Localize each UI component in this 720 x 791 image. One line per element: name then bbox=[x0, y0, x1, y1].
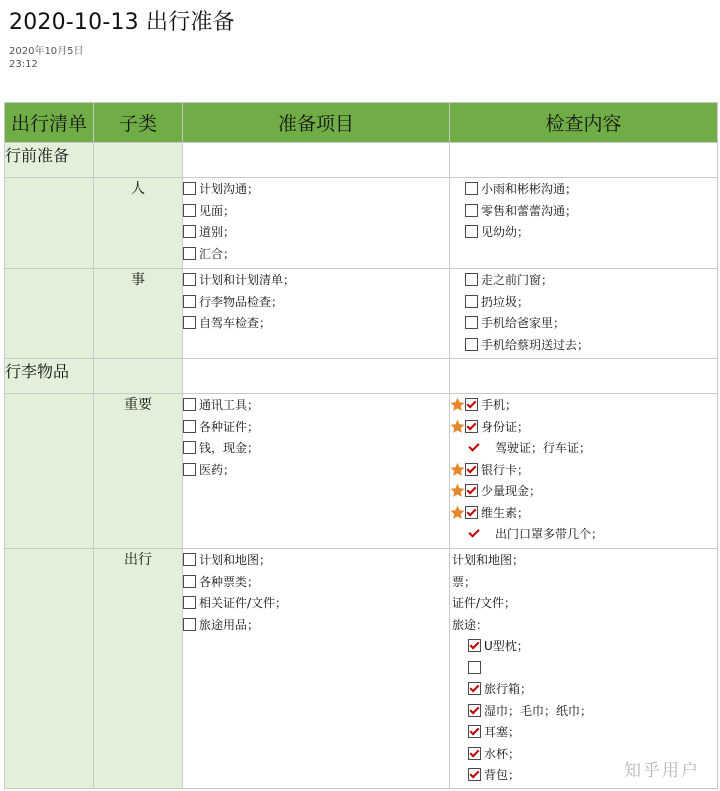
page-title: 2020-10-13 出行准备 bbox=[9, 10, 235, 35]
table-header-row bbox=[5, 103, 718, 143]
check-item bbox=[450, 721, 717, 743]
item-label: 手机给爸家里； bbox=[481, 316, 566, 331]
item-label: 自驾车检查； bbox=[199, 316, 272, 331]
check-item bbox=[450, 437, 717, 459]
checked-checkbox[interactable] bbox=[465, 463, 478, 476]
checkmark-icon[interactable] bbox=[469, 442, 477, 453]
item-label: 各种证件； bbox=[199, 419, 260, 434]
star-icon bbox=[450, 483, 465, 498]
checkbox[interactable] bbox=[183, 618, 196, 631]
item-label: 湿巾；毛巾；纸巾； bbox=[484, 703, 593, 718]
item-label: 医药； bbox=[199, 462, 236, 477]
check-list bbox=[450, 394, 718, 549]
check-list bbox=[450, 178, 718, 269]
item-label: 汇合； bbox=[199, 246, 236, 261]
checkbox[interactable] bbox=[465, 295, 478, 308]
item-label: 相关证件/文件； bbox=[199, 596, 288, 611]
checked-checkbox[interactable] bbox=[465, 506, 478, 519]
check-item bbox=[450, 571, 717, 593]
item-label: 旅途用品； bbox=[199, 617, 260, 632]
checked-checkbox[interactable] bbox=[468, 639, 481, 652]
check-item bbox=[450, 291, 717, 313]
checkbox[interactable] bbox=[183, 575, 196, 588]
check-item bbox=[450, 635, 717, 657]
prep-list bbox=[183, 549, 450, 789]
check-item bbox=[450, 221, 717, 243]
item-label: 见面； bbox=[199, 203, 236, 218]
item-label: 手机； bbox=[481, 398, 518, 413]
item-label: 票； bbox=[452, 574, 477, 589]
item-label: 计划和地图； bbox=[452, 553, 525, 568]
page-date: 2020年10月5日 bbox=[9, 46, 84, 57]
prep-list bbox=[183, 269, 450, 359]
table-row bbox=[5, 178, 718, 269]
prep-item bbox=[183, 269, 449, 291]
checkbox[interactable] bbox=[183, 182, 196, 195]
checked-checkbox[interactable] bbox=[465, 484, 478, 497]
item-label: U型枕； bbox=[484, 639, 529, 654]
checked-checkbox[interactable] bbox=[468, 725, 481, 738]
prep-item bbox=[183, 243, 449, 265]
prep-item bbox=[183, 614, 449, 636]
item-label: 水杯； bbox=[484, 746, 521, 761]
checkbox[interactable] bbox=[183, 463, 196, 476]
item-label: 旅行箱； bbox=[484, 682, 533, 697]
star-icon bbox=[450, 505, 465, 520]
item-label: 背包； bbox=[484, 768, 521, 783]
checkbox[interactable] bbox=[183, 398, 196, 411]
item-label: 小雨和彬彬沟通； bbox=[481, 182, 578, 197]
prep-item bbox=[183, 592, 449, 614]
header-check-content: 检查内容 bbox=[450, 103, 718, 143]
item-label: 计划和地图； bbox=[199, 553, 272, 568]
item-label: 耳塞； bbox=[484, 725, 521, 740]
prep-item bbox=[183, 549, 449, 571]
prep-item bbox=[183, 291, 449, 313]
item-label: 扔垃圾； bbox=[481, 294, 530, 309]
check-item bbox=[450, 657, 717, 679]
item-label: 计划沟通； bbox=[199, 182, 260, 197]
checkbox[interactable] bbox=[183, 441, 196, 454]
item-label: 手机给蔡玥送过去； bbox=[481, 337, 590, 352]
item-label: 维生素； bbox=[481, 505, 530, 520]
checkbox[interactable] bbox=[465, 225, 478, 238]
checked-checkbox[interactable] bbox=[468, 747, 481, 760]
star-icon bbox=[450, 397, 465, 412]
check-item bbox=[450, 394, 717, 416]
checkbox[interactable] bbox=[183, 273, 196, 286]
checkbox[interactable] bbox=[183, 295, 196, 308]
table-row bbox=[5, 549, 718, 789]
item-label: 身份证； bbox=[481, 419, 530, 434]
item-label: 证件/文件； bbox=[452, 596, 517, 611]
prep-item bbox=[183, 459, 449, 481]
check-item bbox=[450, 334, 717, 356]
checked-checkbox[interactable] bbox=[465, 398, 478, 411]
checkbox[interactable] bbox=[183, 553, 196, 566]
prep-item bbox=[183, 571, 449, 593]
prep-item bbox=[183, 312, 449, 334]
item-label: 各种票类； bbox=[199, 574, 260, 589]
checkmark-icon[interactable] bbox=[469, 528, 477, 539]
table-row bbox=[5, 269, 718, 359]
item-label: 银行卡； bbox=[481, 462, 530, 477]
check-item bbox=[450, 480, 717, 502]
star-icon bbox=[450, 419, 465, 434]
star-icon bbox=[450, 462, 465, 477]
checked-checkbox[interactable] bbox=[468, 682, 481, 695]
item-label: 钱，现金； bbox=[199, 441, 260, 456]
prep-item bbox=[183, 394, 449, 416]
subcategory: 事 bbox=[94, 269, 183, 359]
checked-checkbox[interactable] bbox=[468, 768, 481, 781]
prep-list bbox=[183, 394, 450, 549]
prep-item bbox=[183, 416, 449, 438]
header-list: 出行清单 bbox=[5, 103, 94, 143]
check-item bbox=[450, 592, 717, 614]
item-label: 通讯工具； bbox=[199, 398, 260, 413]
prep-item bbox=[183, 437, 449, 459]
item-label: 出门口罩多带几个； bbox=[495, 527, 604, 542]
check-item bbox=[450, 700, 717, 722]
checkbox[interactable] bbox=[183, 316, 196, 329]
check-item bbox=[450, 200, 717, 222]
checkbox[interactable] bbox=[183, 420, 196, 433]
header-category: 子类 bbox=[94, 103, 183, 143]
check-item bbox=[450, 678, 717, 700]
table-row bbox=[5, 394, 718, 549]
checkbox[interactable] bbox=[465, 316, 478, 329]
check-item bbox=[450, 549, 717, 571]
item-label: 见幼幼； bbox=[481, 225, 530, 240]
section-row bbox=[5, 143, 718, 178]
check-list bbox=[450, 269, 718, 359]
check-item bbox=[450, 502, 717, 524]
checkbox[interactable] bbox=[465, 204, 478, 217]
subcategory: 重要 bbox=[94, 394, 183, 549]
subcategory: 出行 bbox=[94, 549, 183, 789]
prep-item bbox=[183, 178, 449, 200]
check-item bbox=[450, 416, 717, 438]
checklist-table bbox=[4, 102, 718, 789]
section-title: 行前准备 bbox=[5, 143, 94, 178]
prep-item bbox=[183, 221, 449, 243]
item-label: 走之前门窗； bbox=[481, 273, 554, 288]
check-item bbox=[450, 178, 717, 200]
checkbox[interactable] bbox=[183, 225, 196, 238]
checkbox[interactable] bbox=[183, 596, 196, 609]
check-item bbox=[450, 523, 717, 545]
page-time: 23:12 bbox=[9, 59, 38, 70]
section-title: 行李物品 bbox=[5, 359, 94, 394]
section-row bbox=[5, 359, 718, 394]
check-list bbox=[450, 549, 718, 789]
prep-item bbox=[183, 200, 449, 222]
checked-checkbox[interactable] bbox=[468, 704, 481, 717]
item-label: 行李物品检查； bbox=[199, 294, 284, 309]
item-label: 零售和蕾蕾沟通； bbox=[481, 203, 578, 218]
item-label: 计划和计划清单； bbox=[199, 273, 296, 288]
checkbox[interactable] bbox=[465, 273, 478, 286]
item-label: 旅途： bbox=[452, 617, 489, 632]
check-item bbox=[450, 614, 717, 636]
item-label: 驾驶证；行车证； bbox=[495, 441, 592, 456]
checked-checkbox[interactable] bbox=[465, 420, 478, 433]
checkbox[interactable] bbox=[183, 247, 196, 260]
checkbox[interactable] bbox=[465, 182, 478, 195]
prep-list bbox=[183, 178, 450, 269]
header-prep-items: 准备项目 bbox=[183, 103, 450, 143]
check-item bbox=[450, 269, 717, 291]
checkbox[interactable] bbox=[465, 338, 478, 351]
watermark: 知乎用户 bbox=[624, 761, 700, 781]
item-label: 道别； bbox=[199, 225, 236, 240]
check-item bbox=[450, 459, 717, 481]
check-item bbox=[450, 312, 717, 334]
checkbox[interactable] bbox=[183, 204, 196, 217]
checkbox[interactable] bbox=[468, 661, 481, 674]
subcategory: 人 bbox=[94, 178, 183, 269]
item-label: 少量现金； bbox=[481, 484, 542, 499]
